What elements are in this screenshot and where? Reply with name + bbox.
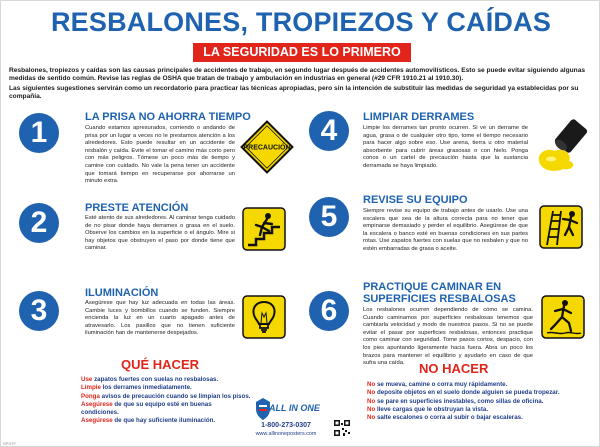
section-title-6: PRACTIQUE CAMINAR EN SUPERFICIES RESBALOSAS: [363, 281, 516, 305]
light-bulb-icon: [242, 295, 286, 339]
brand-name: ALL IN ONE: [269, 403, 320, 413]
falling-stairs-icon: [242, 207, 286, 251]
section-text-1: Cuando estamos apresurados, corriendo o andando de prisa por un lugar a veces no le prestamos atención a los alrededores. Esto puede resultar en un accidente de resbalón y caída. Evite el tomar el camino más corto pero con más peligros. Tómese un poco más de tiempo y camine con cuidado. No vale la pena tener un accidente que tomará tiempo en recuperarse por ahorrarse un minuto extra.: [85, 125, 235, 185]
section-number-2: 2: [19, 203, 59, 243]
subtitle-banner: LA SEGURIDAD ES LO PRIMERO: [193, 43, 411, 62]
list-item: Asegúrese de que su equipo esté en buenas condiciones.: [81, 400, 212, 417]
qr-code-icon: [333, 419, 351, 437]
intro-paragraph-1: Resbalones, tropiezos y caídas son las causas principales de accidentes de trabajo, en segundo lugar después de accidentes automovilísticos. Esto se puede evitar siguiendo algunas medidas de sentido común. Revise las reglas de OSHA que tratan de trabajo y ambulación en industrias en general (#29 CFR 1910.21 al 1910.30).: [9, 67, 586, 83]
que-hacer-list: [81, 376, 251, 426]
list-item: Use zapatos fuertes con suelas no resbalosas.: [81, 376, 219, 383]
que-hacer-title: QUÉ HACER: [121, 357, 200, 372]
caution-sign-icon: [239, 119, 295, 175]
section-text-5: Siempre revise su equipo de trabajo antes de usarlo. Use una escalera que sea de la altura correcta para no tener que empinarse demasiado y perder el equilibrio. Asegúrese de que la escalera o banco esté en buenas condiciones en sus partes rotas. Use zapatos fuertes con suelas que no resbalen y que no estén embarradas de grasa o aceite.: [363, 208, 528, 252]
spill-can-icon: [533, 117, 595, 173]
section-title-4: LIMPIAR DERRAMES: [363, 111, 475, 123]
no-hacer-list: [367, 381, 597, 422]
section-number-3: 3: [19, 291, 59, 331]
website-link[interactable]: www.allinoneposters.com: [255, 431, 317, 437]
section-number-5: 5: [309, 197, 349, 237]
section-text-6: Los resbalones ocurren dependiendo de cómo se camina. Cuando caminamos por superficies resbalosas tenemos que cambiarla velocidad y modo de nuestros pasos. Si no se puede evitar el pasar por superficies resbalosas, entonces practique como caminar con seguridad. Tome pasos cortos, despacio, con los pies apuntando ligeramente hacia fuera. Abra un poco los brazos para mantener el equilibrio y ayudarlo en caso de que sufra una caída.: [363, 307, 533, 367]
list-item: No deposite objetos en el suelo donde alguien se pueda tropezar.: [367, 389, 560, 397]
list-item: No se pare en superficies inestables, como sillas de oficina.: [367, 397, 544, 405]
section-number-6: 6: [309, 291, 349, 331]
list-item: Limpie los derrames inmediatamente.: [81, 384, 192, 392]
section-title-3: ILUMINACIÓN: [85, 287, 159, 299]
section-title-1: LA PRISA NO AHORRA TIEMPO: [85, 111, 251, 123]
list-item: No salte escalones o corra al subir o bajar escaleras.: [367, 414, 523, 422]
intro-paragraph-2: Las siguientes sugestiones servirán como un recordatorio para practicar las técnicas apropiadas, pero sin la intención de substituir las medidas de seguridad ya establecidas por su compañía.: [9, 84, 579, 100]
slippery-floor-icon: [541, 295, 585, 339]
poster-title: RESBALONES, TROPIEZOS Y CAÍDAS: [50, 7, 552, 37]
corner-code: SPSTF: [3, 441, 16, 446]
no-hacer-title: NO HACER: [419, 361, 489, 376]
section-number-1: 1: [19, 113, 59, 153]
section-number-4: 4: [309, 111, 349, 151]
list-item: Ponga avisos de precaución cuando se limpian los pisos.: [81, 392, 251, 400]
section-text-2: Esté atento de sus alrededores. Al caminar tenga cuidado de no pisar donde haya derrames o grasa en el suelo. Observe los cambios en la superficie o el ángulo. Mire si hay objetos que obstruyen el paso por donde tiene que caminar.: [85, 215, 235, 252]
section-text-3: Asegúrese que hay luz adecuada en todas las áreas. Cambie luces y bombillos cuando se funden. Siempre encienda la luz en un cuarto apagado antes de atravesarlo. Los pasillos que no tienen suficiente iluminación han de mantenerse despejados.: [85, 300, 235, 337]
intro-text: [9, 67, 597, 101]
section-title-5: REVISE SU EQUIPO: [363, 194, 468, 206]
list-item: No lleve cargas que le obstruyan la vista.: [367, 405, 489, 413]
list-item: Asegúrese de que hay suficiente iluminación.: [81, 417, 216, 425]
section-title-2: PRESTE ATENCIÓN: [85, 202, 189, 214]
phone-number: 1-800-273-0307: [261, 422, 311, 429]
list-item: No se mueva, camine o corra muy rápidamente.: [367, 381, 508, 388]
ladder-fall-icon: [539, 205, 583, 249]
section-text-4: Limpie los derrames tan pronto ocurren. Si ve un derrame de agua, grasa o de cualquier otro tipo, tome el tiempo necesario para hacer algo sobre eso. Use arena, tierra u otro material absorbente para cubrir áreas grasosas o con hielo. Ponga conos o un cartel de precaución hasta que la sustancia derramada se haya limpiado.: [363, 125, 528, 169]
caution-sign-label: PRECAUCIÓN: [243, 144, 291, 152]
